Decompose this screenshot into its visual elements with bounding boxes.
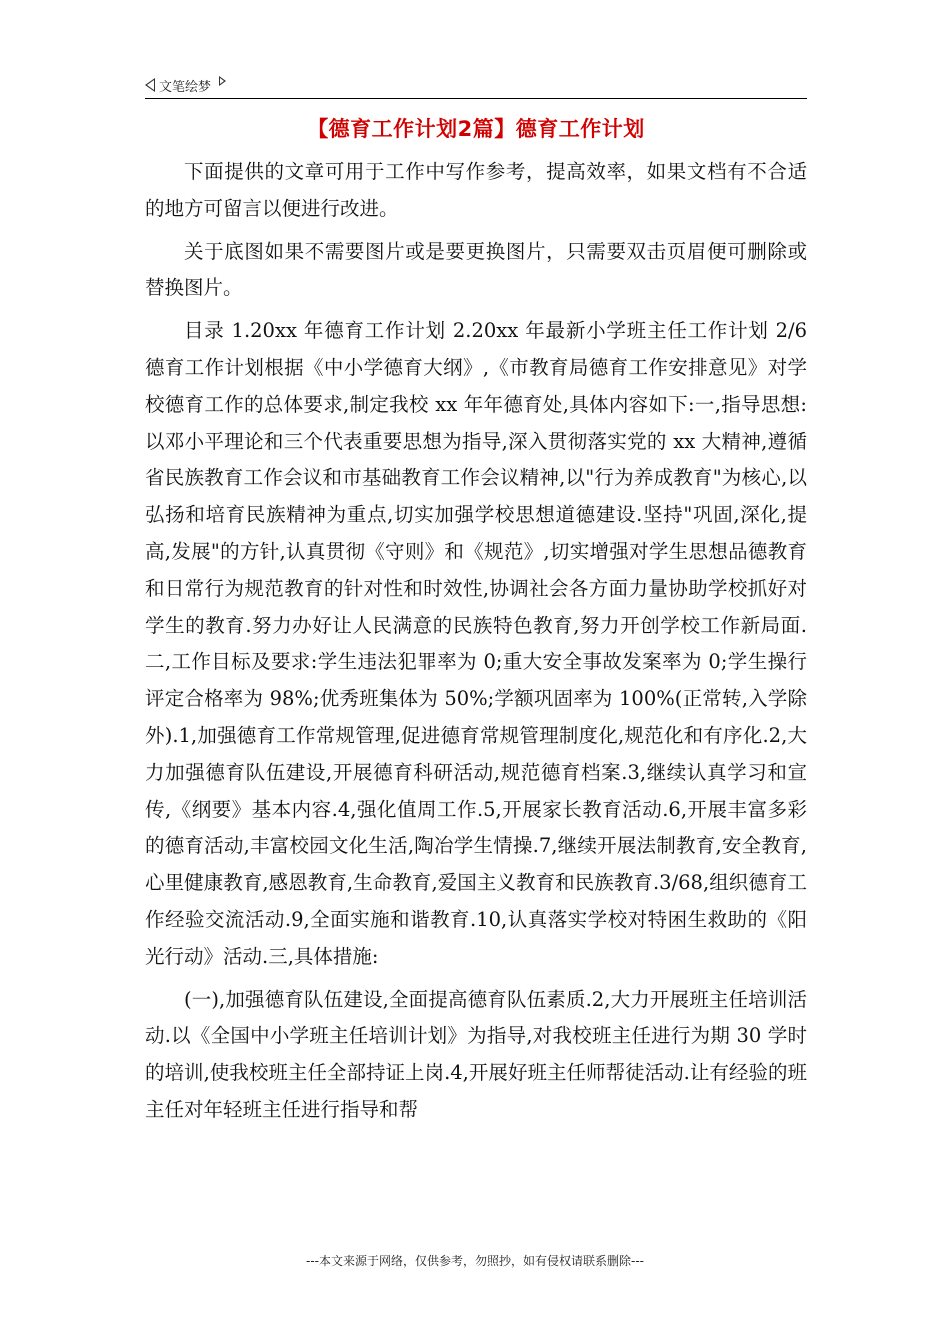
- document-body: [145, 154, 807, 1135]
- triangle-right-icon: [219, 76, 226, 86]
- document-title: 【德育工作计划2篇】德育工作计划: [307, 117, 645, 141]
- header-divider: [145, 98, 807, 99]
- paragraph-measures: (一),加强德育队伍建设,全面提高德育队伍素质.2,大力开展班主任培训活动.以《全国中小学班主任培训计划》为指导,对我校班主任进行为期 30 学时的培训,使我校班主任全部持证上岗.4,开展好班主任师帮徒活动.让有经验的班主任对年轻班主任进行指导和帮: [145, 987, 807, 1121]
- page-footer-notice: ---本文来源于网络，仅供参考，勿照抄，如有侵权请联系删除---: [306, 1254, 644, 1268]
- page-header: [145, 72, 807, 98]
- triangle-left-icon: [145, 78, 155, 92]
- paragraph-image-note: 关于底图如果不需要图片或是要更换图片，只需要双击页眉便可删除或替换图片。: [145, 239, 807, 300]
- paragraph-intro: 下面提供的文章可用于工作中写作参考，提高效率，如果文档有不合适的地方可留言以便进行改进。: [145, 160, 807, 220]
- header-brand: 文笔绘梦: [159, 79, 212, 95]
- paragraph-main: 目录 1.20xx 年德育工作计划 2.20xx 年最新小学班主任工作计划 2/6 德育工作计划根据《中小学德育大纲》,《市教育局德育工作安排意见》对学校德育工作的总体要求,制定我校 xx 年年德育处,具体内容如下:一,指导思想:以邓小平理论和三个代表重要思想为指导,深入贯彻落实党的 xx 大精神,遵循省民族教育工作会议和市基础教育工作会议精神,以"行为养成教育"为核心,以弘扬和培育民族精神为重点,切实加强学校思想道德建设.坚持"巩固,深化,提高,发展"的方针,认真贯彻《守则》和《规范》,切实增强对学生思想品德教育和日常行为规范教育的针对性和时效性,协调社会各方面力量协助学校抓好对学生的教育.努力办好让人民满意的民族特色教育,努力开创学校工作新局面.二,工作目标及要求:学生违法犯罪率为 0;重大安全事故发案率为 0;学生操行评定合格率为 98%;优秀班集体为 50%;学额巩固率为 100%(正常转,入学除外).1,加强德育工作常规管理,促进德育常规管理制度化,规范化和有序化.2,大力加强德育队伍建设,开展德育科研活动,规范德育档案.3,继续认真学习和宣传,《纲要》基本内容.4,强化值周工作.5,开展家长教育活动.6,开展丰富多彩的德育活动,丰富校园文化生活,陶冶学生情操.7,继续开展法制教育,安全教育,心里健康教育,感恩教育,生命教育,爱国主义教育和民族教育.3/68,组织德育工作经验交流活动.9,全面实施和谐教育.10,认真落实学校对特困生救助的《阳光行动》活动.三,具体措施:: [145, 319, 807, 968]
